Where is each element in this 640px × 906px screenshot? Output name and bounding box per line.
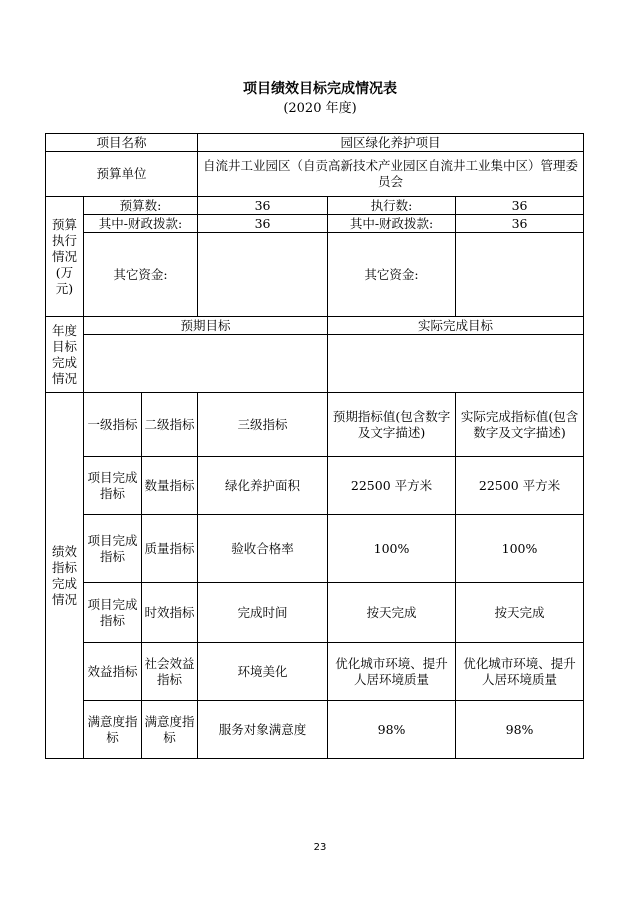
other-funds-row (46, 233, 584, 317)
other-funds-exec-label: 其它资金: (328, 233, 456, 317)
row-level2: 社会效益指标 (142, 643, 198, 701)
actual-value-header: 实际完成指标值(包含数字及文字描述) (456, 393, 584, 457)
row-expected: 优化城市环境、提升人居环境质量 (328, 643, 456, 701)
annual-section-label: 年度目标完成情况 (46, 317, 84, 393)
level2-header: 二级指标 (142, 393, 198, 457)
row-level2: 数量指标 (142, 457, 198, 515)
row-level3: 绿化养护面积 (198, 457, 328, 515)
row-level1: 项目完成指标 (84, 583, 142, 643)
fiscal-exec-value: 36 (456, 215, 584, 233)
row-expected: 100% (328, 515, 456, 583)
expected-goal-header: 预期目标 (84, 317, 328, 335)
other-funds-exec-value (456, 233, 584, 317)
row-level2: 质量指标 (142, 515, 198, 583)
level1-header: 一级指标 (84, 393, 142, 457)
row-actual: 优化城市环境、提升人居环境质量 (456, 643, 584, 701)
row-level1: 项目完成指标 (84, 457, 142, 515)
row-level1: 满意度指标 (84, 701, 142, 759)
project-name-label: 项目名称 (46, 134, 198, 152)
annual-content-row (46, 335, 584, 393)
fiscal-row (46, 215, 584, 233)
row-actual: 98% (456, 701, 584, 759)
exec-label: 执行数: (328, 197, 456, 215)
row-actual: 22500 平方米 (456, 457, 584, 515)
row-level3: 验收合格率 (198, 515, 328, 583)
row-level2: 时效指标 (142, 583, 198, 643)
budget-unit-row (46, 152, 584, 197)
fiscal-budget-value: 36 (198, 215, 328, 233)
indicator-header-row (46, 393, 584, 457)
row-level2: 满意度指标 (142, 701, 198, 759)
exec-value: 36 (456, 197, 584, 215)
annual-header-row (46, 317, 584, 335)
budget-section-label: 预算执行情况(万元) (46, 197, 84, 317)
budget-row (46, 197, 584, 215)
fiscal-label: 其中-财政拨款: (84, 215, 198, 233)
row-actual: 100% (456, 515, 584, 583)
row-expected: 按天完成 (328, 583, 456, 643)
page-number: 23 (313, 842, 327, 853)
table-row (46, 643, 584, 701)
performance-table (45, 133, 584, 759)
actual-goal-content (328, 335, 584, 393)
row-expected: 98% (328, 701, 456, 759)
level3-header: 三级指标 (198, 393, 328, 457)
table-row (46, 457, 584, 515)
budget-label: 预算数: (84, 197, 198, 215)
row-level1: 效益指标 (84, 643, 142, 701)
table-title: 项目绩效目标完成情况表 (243, 81, 397, 97)
other-funds-label: 其它资金: (84, 233, 198, 317)
row-level3: 服务对象满意度 (198, 701, 328, 759)
table-year: (2020 年度) (283, 101, 357, 116)
fiscal-exec-label: 其中-财政拨款: (328, 215, 456, 233)
project-name-value: 园区绿化养护项目 (198, 134, 584, 152)
other-funds-budget-value (198, 233, 328, 317)
row-level3: 环境美化 (198, 643, 328, 701)
row-expected: 22500 平方米 (328, 457, 456, 515)
budget-value: 36 (198, 197, 328, 215)
row-level3: 完成时间 (198, 583, 328, 643)
table-row (46, 515, 584, 583)
expected-goal-content (84, 335, 328, 393)
table-row (46, 583, 584, 643)
actual-goal-header: 实际完成目标 (328, 317, 584, 335)
performance-section-label: 绩效指标完成情况 (46, 393, 84, 759)
budget-unit-label: 预算单位 (46, 152, 198, 197)
budget-unit-value: 自流井工业园区（自贡高新技术产业园区自流井工业集中区）管理委员会 (198, 152, 584, 197)
row-actual: 按天完成 (456, 583, 584, 643)
table-row (46, 701, 584, 759)
project-name-row (46, 134, 584, 152)
expected-value-header: 预期指标值(包含数字及文字描述) (328, 393, 456, 457)
row-level1: 项目完成指标 (84, 515, 142, 583)
